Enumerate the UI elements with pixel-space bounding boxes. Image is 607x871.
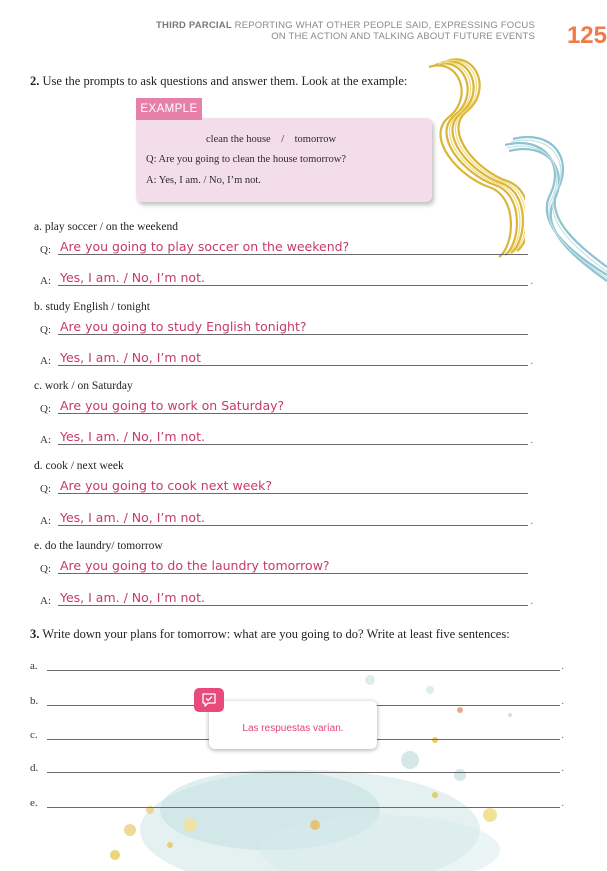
item-c-answer-line[interactable] [40,426,533,446]
chat-check-icon [194,688,224,712]
plan-line-e[interactable] [30,795,564,809]
item-b-answer: Yes, I am. / No, I’m not [60,350,201,365]
item-a-question: Are you going to play soccer on the weekend? [60,239,350,254]
answer-line [58,444,528,445]
answer-label: A: [40,275,51,287]
item-c-answer: Yes, I am. / No, I’m not. [60,429,205,444]
item-e-prompt [34,540,163,552]
item-a-prompt-text: play soccer / on the weekend [44,221,179,233]
item-d-letter: d. [34,460,43,472]
answer-label: A: [40,595,51,607]
plan-line-label: b. [30,695,39,707]
answer-line [58,573,528,574]
line-end-dot: . [561,763,564,774]
watercolor-splash-decoration [40,640,607,871]
exercise-3-text: Write down your plans for tomorrow: what are you going to do? Write at least five sentences: [42,627,510,641]
item-e-question: Are you going to do the laundry tomorrow? [60,558,330,573]
item-e-answer: Yes, I am. / No, I’m not. [60,590,205,605]
item-a-prompt [34,221,178,233]
question-label: Q: [40,324,51,336]
answer-line [58,254,528,255]
item-e-question-line[interactable] [40,555,528,575]
item-d-answer-line[interactable] [40,507,533,527]
answers-vary-text: Las respuestas varían. [242,723,344,734]
line-end-dot: . [530,516,533,527]
example-box [136,118,432,202]
answer-line [58,285,528,286]
item-d-prompt-text: cook / next week [45,460,124,472]
item-b-prompt-text: study English / tonight [45,301,150,313]
exercise-3-number: 3. [30,627,40,641]
example-question: Q: Are you going to clean the house tomorrow? [146,154,347,165]
answer-label: A: [40,515,51,527]
line-end-dot: . [530,276,533,287]
page-number: 125 [566,22,607,49]
writing-line [47,670,560,671]
header-line-1: REPORTING WHAT OTHER PEOPLE SAID, EXPRESSING FOCUS [231,20,535,31]
question-label: Q: [40,563,51,575]
answer-line [58,334,528,335]
question-label: Q: [40,403,51,415]
answer-line [58,493,528,494]
item-d-question: Are you going to cook next week? [60,478,272,493]
example-prompt: clean the house / tomorrow [206,134,337,145]
item-e-prompt-text: do the laundry/ tomorrow [44,540,163,552]
answer-line [58,525,528,526]
plan-line-label: e. [30,797,38,809]
item-b-question-line[interactable] [40,316,528,336]
header-line-2: ON THE ACTION AND TALKING ABOUT FUTURE EVENTS [271,31,535,42]
example-answer: A: Yes, I am. / No, I’m not. [146,175,261,186]
item-b-answer-line[interactable] [40,347,533,367]
question-label: Q: [40,244,51,256]
example-tag: EXAMPLE [136,98,202,120]
plan-line-d[interactable] [30,760,564,774]
item-a-answer: Yes, I am. / No, I’m not. [60,270,205,285]
item-c-question: Are you going to work on Saturday? [60,398,285,413]
item-c-prompt [34,380,133,392]
item-a-answer-line[interactable] [40,267,533,287]
line-end-dot: . [530,596,533,607]
plan-line-label: d. [30,762,39,774]
answers-vary-note [209,701,377,749]
line-end-dot: . [561,661,564,672]
item-c-letter: c. [34,380,42,392]
answer-label: A: [40,355,51,367]
line-end-dot: . [561,730,564,741]
line-end-dot: . [561,798,564,809]
plan-line-label: c. [30,729,38,741]
item-d-answer: Yes, I am. / No, I’m not. [60,510,205,525]
item-e-letter: e. [34,540,42,552]
line-end-dot: . [530,356,533,367]
plan-line-label: a. [30,660,38,672]
exercise-2-instruction [30,74,407,89]
writing-line [47,772,560,773]
item-b-question: Are you going to study English tonight? [60,319,307,334]
item-b-prompt [34,301,150,313]
item-b-letter: b. [34,301,43,313]
exercise-2-text: Use the prompts to ask questions and answer them. Look at the example: [42,74,408,88]
teal-ribbon-decoration [505,135,607,285]
exercise-2-number: 2. [30,74,40,88]
item-d-question-line[interactable] [40,475,528,495]
answer-line [58,413,528,414]
item-c-question-line[interactable] [40,395,528,415]
item-e-answer-line[interactable] [40,587,533,607]
unit-header [156,20,535,42]
item-c-prompt-text: work / on Saturday [44,380,133,392]
answer-label: A: [40,434,51,446]
question-label: Q: [40,483,51,495]
answer-line [58,365,528,366]
line-end-dot: . [561,696,564,707]
item-d-prompt [34,460,124,472]
item-a-letter: a. [34,221,42,233]
partial-label: THIRD PARCIAL [156,20,232,31]
line-end-dot: . [530,435,533,446]
answer-line [58,605,528,606]
item-a-question-line[interactable] [40,236,528,256]
exercise-3-instruction [30,627,510,642]
plan-line-a[interactable] [30,658,564,672]
writing-line [47,807,560,808]
